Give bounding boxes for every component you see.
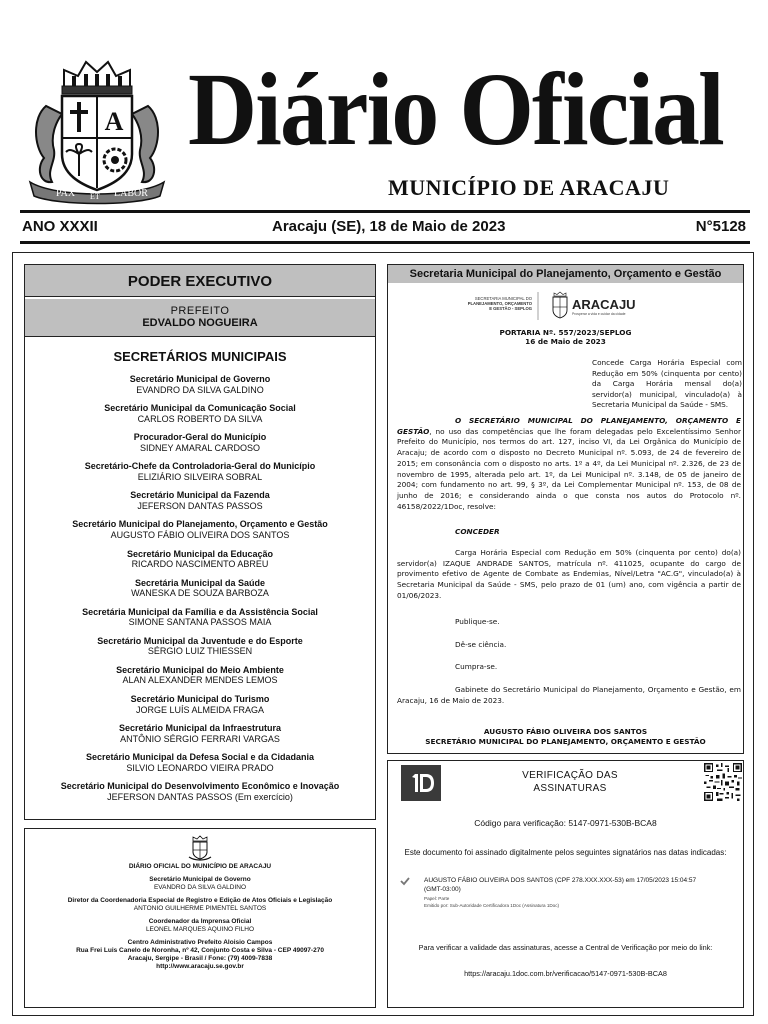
expediente-dir-name: ANTONIO GUILHERME PIMENTEL SANTOS [133,905,267,912]
secretario-role: Secretária Municipal da Saúde [134,577,266,588]
expediente-coord-name: LEONEL MARQUES AQUINO FILHO [145,926,255,933]
secretario-role: Secretário Municipal da Fazenda [130,490,270,501]
secretario-role: Secretário Municipal da Infraestrutura [118,723,282,734]
secretario-role: Secretário Municipal da Juventude e do Esporte [97,635,303,646]
secretario-role: Secretário Municipal do Turismo [130,694,270,705]
secretario-role: Secretário Municipal da Educação [126,548,274,559]
secretario-item [25,374,375,403]
secretario-name: ALAN ALEXANDER MENDES LEMOS [122,675,278,686]
secretario-item [25,578,375,607]
portaria-number: PORTARIA Nº. 557/2023/SEPLOG [499,328,632,337]
expediente-box [24,828,376,1008]
digital-signer-role: Papel: Parte [424,896,450,901]
secretario-name: WANESKA DE SOUZA BARBOZA [131,588,269,599]
preamble-lead: O SECRETÁRIO MUNICIPAL DO PLANEJAMENTO, ORÇAMENTO E GESTÃO [397,416,741,436]
issue-year: ANO XXXII [22,218,98,235]
secretario-role: Secretário Municipal do Desenvolvimento Econômico e Inovação [60,781,340,792]
prefeito-box [25,299,375,337]
issue-number: N°5128 [695,218,746,235]
secretario-name: SILVIO LEONARDO VIEIRA PRADO [126,762,274,773]
verification-instructions: Para verificar a validade das assinaturas, acesse a Central de Verificação por meio do link: [418,943,713,952]
expediente-website[interactable]: http://www.aracaju.se.gov.br [156,963,244,970]
expediente-title: DIÁRIO OFICIAL DO MUNICÍPIO DE ARACAJU [128,863,272,870]
secretario-item [25,403,375,432]
secretario-item [25,519,375,548]
header-rule-bottom [20,241,750,244]
secretario-name: JORGE LUÍS ALMEIDA FRAGA [135,704,265,715]
secretario-name: ANTÔNIO SÉRGIO FERRARI VARGAS [120,733,280,744]
masthead-subtitle: MUNICÍPIO DE ARACAJU [388,175,670,200]
expediente-gov-role: Secretário Municipal de Governo [149,876,251,883]
verification-title: VERIFICAÇÃO DAS ASSINATURAS [522,770,618,794]
secretario-name: SÉRGIO LUIZ THIESSEN [147,646,253,657]
expediente-dir-role: Diretor da Coordenadoria Especial de Registro e Edição de Atos Oficiais e Legislação [67,897,333,904]
poder-executivo-title: PODER EXECUTIVO [25,265,375,297]
svg-text:PLANEJAMENTO, ORÇAMENTO: PLANEJAMENTO, ORÇAMENTO [467,301,532,306]
secretario-role: Secretário Municipal da Defesa Social e da Cidadania [85,752,315,763]
secretario-name: AUGUSTO FÁBIO OLIVEIRA DOS SANTOS [110,529,290,540]
secretario-role: Secretário Municipal de Governo [129,374,271,384]
svg-text:A: A [104,107,124,136]
portaria-ementa: Concede Carga Horária Especial com Redução em 50% (cinquenta por cento) da Carga Horária mensal do(a) servidor(a) municipal, vinculado(a) à Secretaria Municipal da Saúde - SMS. [592,358,742,409]
secretarios-list [25,374,375,810]
secretario-role: Secretário-Chefe da Controladoria-Geral do Município [84,461,316,472]
secretario-role: Secretário Municipal do Meio Ambiente [116,664,284,675]
signer-name: AUGUSTO FÁBIO OLIVEIRA DOS SANTOS [483,727,648,736]
secretario-item [25,549,375,578]
prefeito-title: PREFEITO [170,305,230,317]
svg-text:Prosperar a vida e cuidar da c: Prosperar a vida e cuidar da cidade [572,312,626,316]
svg-text:LABOR: LABOR [114,188,148,199]
cumpra-se: Cumpra-se. [455,662,498,671]
verification-code: Código para verificação: 5147-0971-530B-BCA8 [474,818,657,828]
secretario-name: SIMONE SANTANA PASSOS MAIA [128,617,272,628]
secretario-role: Secretária Municipal da Família e da Assistência Social [82,606,318,617]
aracaju-coat-of-arms-icon [187,835,213,861]
1doc-logo-icon [401,765,441,801]
signature-block [388,727,743,747]
secretarios-heading: SECRETÁRIOS MUNICIPAIS [113,349,287,364]
de-se-ciencia: Dê-se ciência. [455,640,507,649]
gabinete-paragraph: Gabinete do Secretário Municipal do Planejamento, Orçamento e Gestão, em Aracaju, 16 de Maio de 2023. [397,685,741,705]
secretario-name: JEFERSON DANTAS PASSOS [137,500,263,511]
expediente-address-3: Aracaju, Sergipe - Brasil / Fone: (79) 4009-7838 [127,955,273,962]
secretario-name: EVANDRO DA SILVA GALDINO [136,384,264,395]
verification-link[interactable]: https://aracaju.1doc.com.br/verificacao/5147-0971-530B-BCA8 [464,969,667,978]
prefeito-name: EDVALDO NOGUEIRA [142,317,258,329]
qr-code-icon[interactable] [704,763,742,801]
secretario-role: Procurador-Geral do Município [133,432,267,443]
seplog-aracaju-logo [467,290,660,326]
masthead-title: Diário Oficial [188,52,723,167]
secretario-name: SIDNEY AMARAL CARDOSO [139,442,261,453]
svg-text:PAX: PAX [56,188,76,199]
verification-intro: Este documento foi assinado digitalmente pelos seguintes signatários nas datas indicadas: [404,848,727,857]
secretario-item [25,607,375,636]
check-icon [400,876,410,886]
secretario-item [25,636,375,665]
svg-text:SECRETARIA MUNICIPAL DO: SECRETARIA MUNICIPAL DO [474,296,532,301]
svg-text:E GESTÃO - SEPLOG: E GESTÃO - SEPLOG [489,306,532,311]
portaria-heading [388,328,743,346]
secretario-item [25,432,375,461]
svg-text:1D: 1D [420,800,422,801]
secretario-role: Secretário Municipal da Comunicação Social [104,403,296,414]
expediente-address-2: Rua Frei Luis Canelo de Noronha, nº 42, Conjunto Costa e Silva - CEP 49097-270 [76,947,324,954]
secretario-item [25,490,375,519]
svg-text:ARACAJU: ARACAJU [572,297,636,312]
carga-horaria-paragraph: Carga Horária Especial com Redução em 50% (cinquenta por cento) do(a) servidor(a) IZAQUE ANDRADE SANTOS, matrícula nº. 411025, ocupante do cargo de provimento efetivo de Agente de Combate as Endemias, Nível/Letra "AC.G", vinculado(a) à Secretaria Municipal da Saúde - SMS, pelo prazo de 01 (um) ano, com vigência a partir de 01/06/2023. [397,548,741,600]
secretario-name: CARLOS ROBERTO DA SILVA [137,413,263,424]
expediente-gov-name: EVANDRO DA SILVA GALDINO [153,884,247,891]
secretario-name: RICARDO NASCIMENTO ABREU [131,559,269,570]
portaria-date: 16 de Maio de 2023 [525,337,606,346]
signer-title: SECRETÁRIO MUNICIPAL DO PLANEJAMENTO, ORÇAMENTO E GESTÃO [425,737,706,746]
preamble-text: , no uso das competências que lhe foram delegadas pelo Excelentíssimo Senhor Prefeito do Município, nos termos do art. 127, inciso VI, da Lei Orgânica do Município de Aracaju; de acordo com o disposto no Decreto Municipal nº. 5.093, de 24 de fevereiro de 2015; em consonância com o disposto no arts. 1º a 4º, da Lei Municipal nº. 2.326, de 23 de novembro de 1995, alterada pelo art. 1º, da Lei Municipal nº. 3.148, de 05 de janeiro de 2004; com fundamento no art. 99, § 3º, da Lei Complementar Municipal nº. 153, de 08 de junho de 2016; e considerando ainda o que consta nos autos do Protocolo nº. 46158/2022/1Doc, resolve: [397,426,741,511]
issue-date: Aracaju (SE), 18 de Maio de 2023 [272,218,506,235]
expediente-coord-role: Coordenador da Imprensa Oficial [148,918,252,925]
portaria-preamble [397,416,741,512]
header-rule-top [20,210,750,213]
secretario-item [25,781,375,810]
conceder-heading: CONCEDER [455,527,500,536]
secretario-role: Secretário Municipal do Planejamento, Orçamento e Gestão [72,519,328,530]
secretario-item [25,665,375,694]
secretario-name: JEFERSON DANTAS PASSOS (Em exercício) [107,791,293,802]
secretario-name: ELIZIÁRIO SILVEIRA SOBRAL [137,471,263,482]
secretario-item [25,723,375,752]
seplog-section-title: Secretaria Municipal do Planejamento, Orçamento e Gestão [388,265,743,283]
publique-se: Publique-se. [455,617,500,626]
aracaju-coat-of-arms-icon [26,58,168,204]
digital-signer-issuer: Emitido por: Sub-Autoridade Certificadora 1Doc (Assinatura 1Doc) [424,903,560,908]
secretario-item [25,461,375,490]
secretario-item [25,752,375,781]
secretario-item [25,694,375,723]
expediente-address-1: Centro Administrativo Prefeito Aloisio Campos [127,939,273,946]
digital-signer-timezone: (GMT-03:00) [424,886,461,893]
svg-text:ET: ET [90,192,100,201]
digital-signer: AUGUSTO FÁBIO OLIVEIRA DOS SANTOS (CPF 278.XXX.XXX-53) em 17/05/2023 15:04:57 [424,877,697,884]
